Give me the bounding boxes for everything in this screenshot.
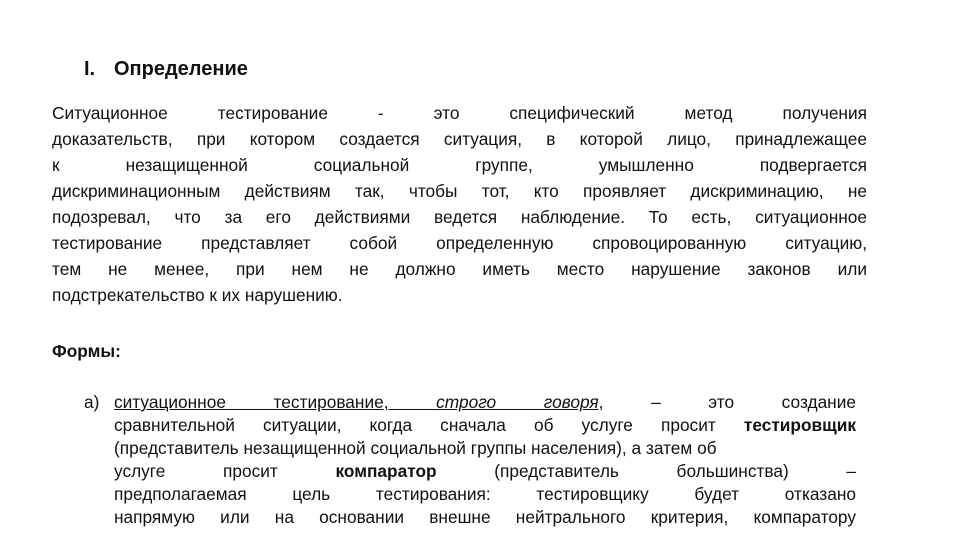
list-marker: а) <box>84 392 100 412</box>
paragraph-line: дискриминационным действиям так, чтобы тот, кто проявляет дискриминацию, не <box>52 181 867 201</box>
line1-rest: – это создание <box>651 392 856 412</box>
list-line: (представитель незащищенной социальной группы населения), а затем об <box>114 438 717 458</box>
paragraph-line: подозревал, что за его действиями ведется наблюдение. То есть, ситуационное <box>52 207 867 227</box>
list-line <box>114 391 856 414</box>
tester-term: тестировщик <box>743 415 856 435</box>
definition-paragraph <box>52 100 867 308</box>
line4-start: услуге просит <box>114 461 278 481</box>
paragraph-line: тестирование представляет собой определенную спровоцированную ситуацию, <box>52 233 867 253</box>
section-title: Определение <box>114 58 248 80</box>
forms-heading: Формы: <box>52 341 121 361</box>
section-number: I. <box>84 58 96 80</box>
paragraph-line: подстрекательство к их нарушению. <box>52 285 343 305</box>
term-text <box>114 392 603 412</box>
line2-start: сравнительной ситуации, когда сначала об услуге просит <box>114 415 716 435</box>
list-item-a <box>114 391 856 529</box>
line4-rest: (представитель большинства) – <box>494 461 856 481</box>
term-main: ситуационное тестирование, <box>114 392 389 412</box>
list-line <box>114 414 856 437</box>
section-heading <box>84 56 248 82</box>
term-italic: строго говоря <box>436 392 599 412</box>
comparator-term: компаратор <box>335 461 437 481</box>
list-line: напрямую или на основании внешне нейтрального критерия, компаратору <box>114 507 856 527</box>
list-line <box>114 460 856 483</box>
list-line: предполагаемая цель тестирования: тестировщику будет отказано <box>114 484 856 504</box>
paragraph-line: к незащищенной социальной группе, умышленно подвергается <box>52 155 867 175</box>
paragraph-line: Ситуационное тестирование - это специфический метод получения <box>52 103 867 123</box>
paragraph-line: тем не менее, при нем не должно иметь место нарушение законов или <box>52 259 867 279</box>
term-comma: , <box>598 392 604 412</box>
paragraph-line: доказательств, при котором создается ситуация, в которой лицо, принадлежащее <box>52 129 867 149</box>
